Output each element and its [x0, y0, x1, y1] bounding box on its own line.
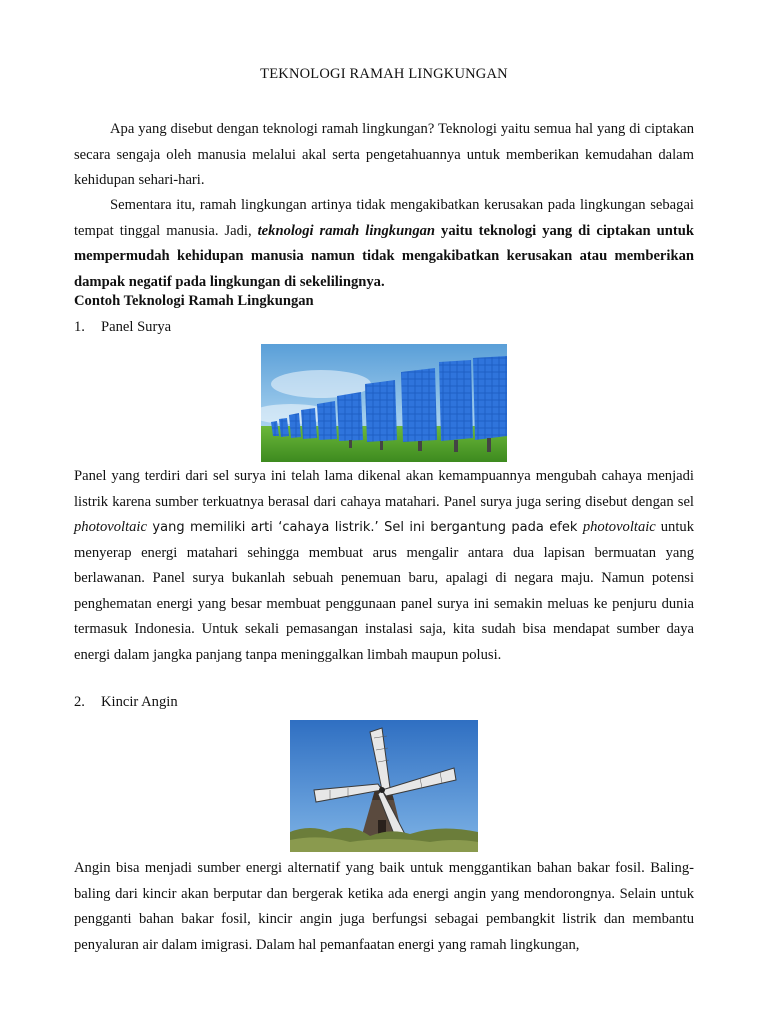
panel-text-b: yang memiliki arti ‘cahaya listrik.’ Sel ini bergantung pada efek: [146, 520, 583, 535]
intro-p2-end: yaitu teknologi yang di ciptakan untuk mempermudah kehidupan manusia namun tidak mengakibatkan kerusakan atau memberikan dampak negatif pada lingkungan di sekelilingnya.: [74, 222, 694, 290]
windmill-photo: [290, 720, 478, 852]
panel-surya-paragraph: [74, 464, 694, 668]
document-title: TEKNOLOGI RAMAH LINGKUNGAN: [260, 66, 508, 82]
list-label: Panel Surya: [101, 319, 172, 335]
solar-panel-photo: [261, 344, 507, 462]
panel-text-c: untuk menyerap energi matahari sehingga membuat arus mengalir antara dua lapisan bermuatan yang berlawanan. Panel surya bukanlah sebuah penemuan baru, apalagi di negara maju. Namun potensi penghematan energi yang besar membuat penggunaan panel surya ini semakin meluas ke penjuru dunia termasuk Indonesia. Untuk sekali pemasangan instalasi saja, kita sudah bisa mendapat sumber daya energi dalam jangka panjang tanpa meninggalkan limbah maupun polusi.: [74, 519, 695, 663]
list-number: 2.: [74, 694, 85, 710]
list-item-panel-surya: [74, 319, 171, 336]
panel-term-1: photovoltaic: [74, 519, 147, 535]
list-number: 1.: [74, 319, 85, 335]
intro-paragraph-2: [74, 193, 694, 295]
intro-paragraph-1: Apa yang disebut dengan teknologi ramah lingkungan? Teknologi yaitu semua hal yang di ciptakan secara sengaja oleh manusia melalui akal serta pengetahuannya untuk memberikan kemudahan dalam kehidupan sehari-hari.: [74, 121, 694, 188]
intro-p2-term: teknologi ramah lingkungan: [257, 222, 436, 239]
panel-text-a: Panel yang terdiri dari sel surya ini telah lama dikenal akan kemampuannya mengubah cahaya menjadi listrik karena sumber terkuatnya berasal dari cahaya matahari. Panel surya juga sering disebut dengan sel: [74, 468, 694, 510]
panel-term-2: photovoltaic: [582, 519, 656, 535]
list-label: Kincir Angin: [101, 694, 178, 710]
section-heading: Contoh Teknologi Ramah Lingkungan: [74, 293, 314, 309]
intro-p2-start: Sementara itu, ramah lingkungan artinya tidak mengakibatkan kerusakan pada lingkungan sebagai tempat tinggal manusia. Jadi,: [74, 197, 694, 239]
kincir-angin-paragraph: Angin bisa menjadi sumber energi alternatif yang baik untuk menggantikan bahan bakar fosil. Baling-baling dari kincir akan berputar dan bergerak ketika ada energi angin yang mendorongnya. Selain untuk pengganti bahan bakar fosil, kincir angin juga berfungsi sebagai pembangkit listrik dan membantu penyaluran air dalam imigrasi. Dalam hal pemanfaatan energi yang ramah lingkungan,: [74, 860, 694, 953]
list-item-kincir-angin: [74, 694, 178, 711]
